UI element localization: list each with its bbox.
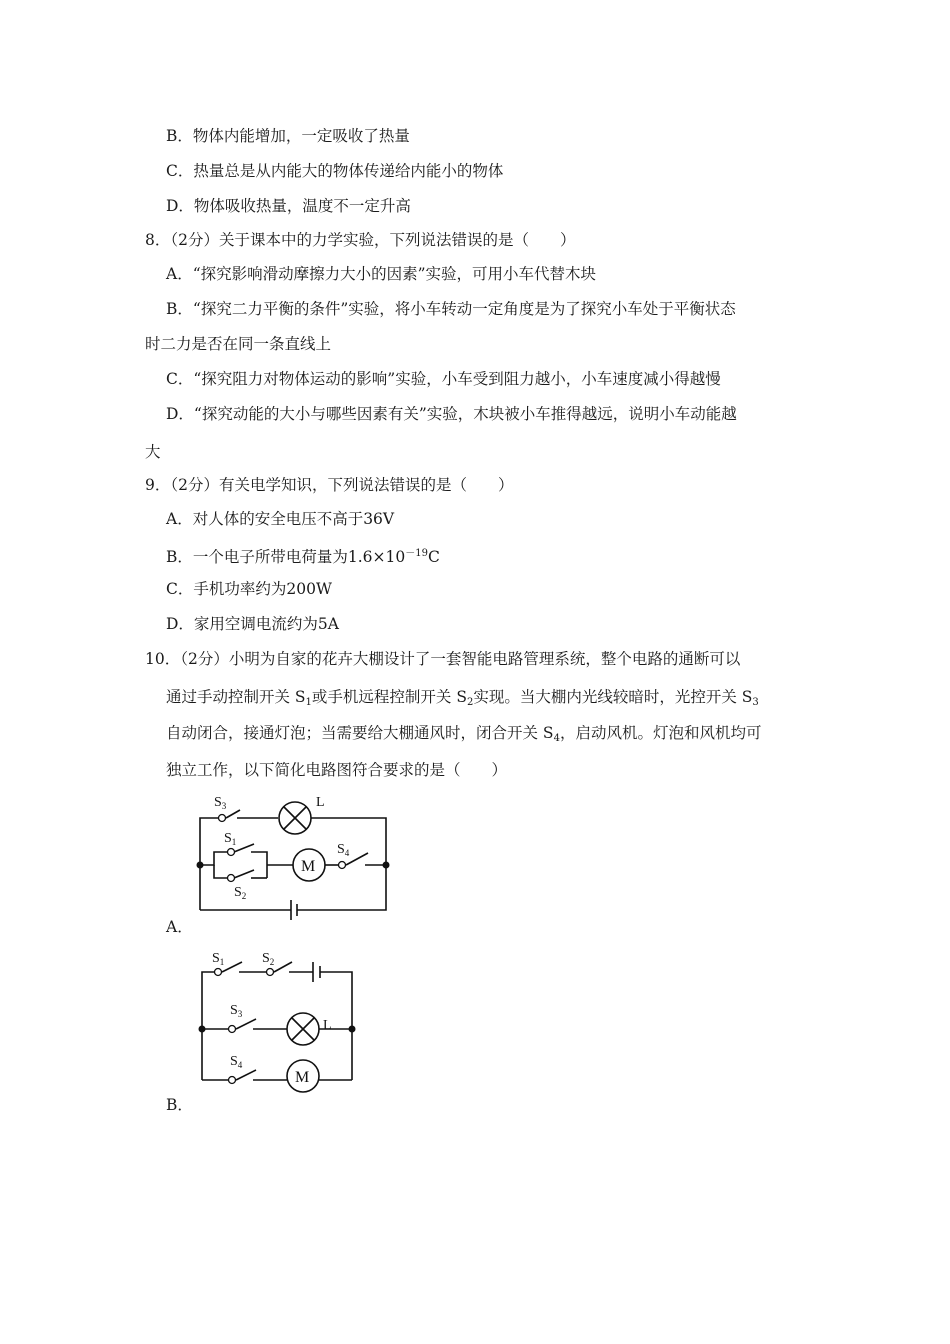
circuit-a-motor-label: M [301,858,316,875]
circuit-a-s4-sub: 4 [344,848,350,858]
circuit-b-label-s3: S [230,1003,238,1018]
q8-option-d-line1: D．“探究动能的大小与哪些因素有关”实验，木块被小车推得越远，说明小车动能越 [166,405,737,423]
circuit-a-s3-sub: 3 [221,801,227,811]
q10-stem-line4: 独立工作，以下简化电路图符合要求的是（ ） [166,761,508,779]
svg-text:S2 [262,951,274,967]
svg-text:S1 [212,951,224,967]
circuit-a-label-s4: S [337,842,345,857]
svg-text:S4 [230,1054,243,1070]
circuit-a-lamp-label: L [316,795,325,810]
circuit-b-lamp-label: L [323,1018,332,1033]
q8-stem: 8．（2分）关于课本中的力学实验，下列说法错误的是（ ） [145,231,576,249]
svg-text:S4 [337,842,350,858]
circuit-b-motor-label: M [295,1069,310,1086]
circuit-b-label-s1: S [212,951,220,966]
circuit-b-s1-sub: 1 [219,957,225,967]
q8-option-a: A．“探究影响滑动摩擦力大小的因素”实验，可用小车代替木块 [166,265,597,283]
circuit-b-s4-sub: 4 [237,1060,243,1070]
svg-text:S3 [214,795,227,811]
q9-stem: 9．（2分）有关电学知识，下列说法错误的是（ ） [145,476,514,494]
circuit-b-label-s2: S [262,951,270,966]
q8-option-b-line2: 时二力是否在同一条直线上 [145,335,332,353]
q9-option-a: A．对人体的安全电压不高于36V [166,510,395,528]
q10-option-b-label: B． [166,1096,193,1114]
circuit-diagram-b [190,948,370,1098]
circuit-b-label-s4: S [230,1054,238,1069]
circuit-a-label-s3: S [214,795,222,810]
q9-option-d: D．家用空调电流约为5A [166,615,339,633]
q7-option-d: D．物体吸收热量，温度不一定升高 [166,197,411,215]
circuit-a-s1-sub: 1 [231,837,237,847]
circuit-b-s3-sub: 3 [237,1009,243,1019]
q7-option-c: C．热量总是从内能大的物体传递给内能小的物体 [166,162,504,180]
q8-option-c: C．“探究阻力对物体运动的影响”实验，小车受到阻力越小，小车速度减小得越慢 [166,370,721,388]
q10-stem-line3: 自动闭合，接通灯泡；当需要给大棚通风时，闭合开关 $S_4$，启动风机。灯泡和风机均可 [166,724,762,744]
svg-text:S1 [224,831,236,847]
q7-option-b: B．物体内能增加，一定吸收了热量 [166,127,410,145]
svg-text:S3 [230,1003,243,1019]
q10-stem-line1: 10．（2分）小明为自家的花卉大棚设计了一套智能电路管理系统，整个电路的通断可以 [145,650,741,668]
q10-stem-line2: 通过手动控制开关 $S_1$或手机远程控制开关 $S_2$实现。当大棚内光线较暗时，光控开关 $S_3$ [166,688,759,708]
q8-option-d-line2: 大 [145,443,161,461]
q9-option-c: C．手机功率约为200W [166,580,332,598]
circuit-b-s2-sub: 2 [269,957,275,967]
circuit-a-s2-sub: 2 [241,891,247,901]
q8-option-b-line1: B．“探究二力平衡的条件”实验，将小车转动一定角度是为了探究小车处于平衡状态 [166,300,736,318]
circuit-a-label-s2: S [234,885,242,900]
svg-text:S2 [234,885,246,901]
q9-option-b: B．一个电子所带电荷量为$1.6\times 10^{-19}C$ [166,548,440,566]
circuit-a-label-s1: S [224,831,232,846]
q10-option-a-label: A． [166,918,193,936]
circuit-diagram-a [190,790,400,920]
